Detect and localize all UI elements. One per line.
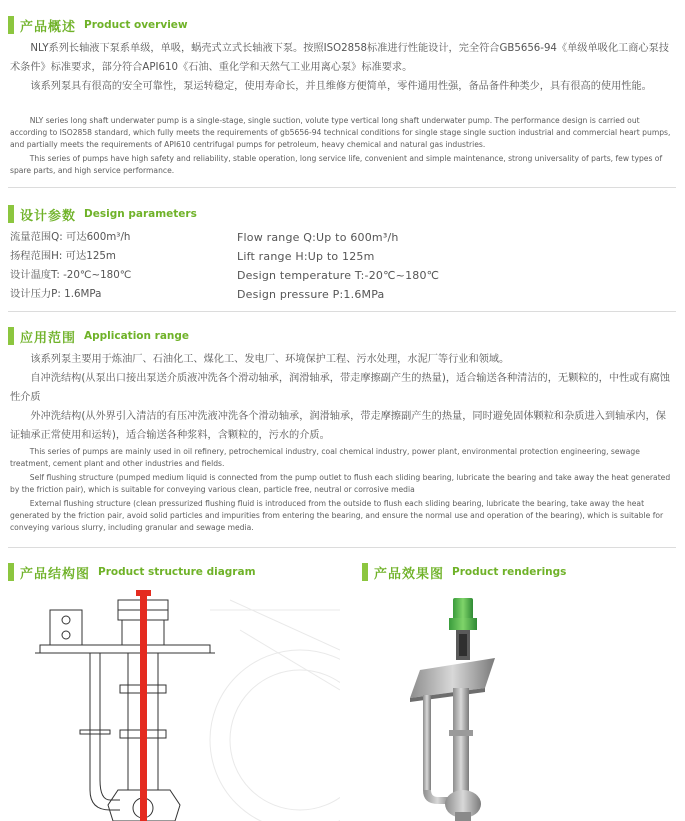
param-temperature-en: Design temperature T:-20℃~180℃: [237, 269, 440, 282]
overview-title-en: Product overview: [84, 19, 188, 31]
divider: [8, 187, 676, 188]
param-lift-en: Lift range H:Up to 125m: [237, 250, 375, 263]
param-flow-zh: 流量范围Q: 可达600m³/h: [10, 231, 131, 243]
divider: [8, 311, 676, 312]
shaft: [140, 590, 147, 821]
overview-paragraph-en-1: NLY series long shaft underwater pump is a single-stage, single suction, volute type vertical long shaft underwater pump. The performance design is carried out according to ISO2858 standard, which fully meets the requirements of gb5656-94 technical conditions for single stage single suction industrial and commercial heart pumps, and partially meets the requirements of API610 centrifugal pumps for petroleum, heavy chemical and natural gas industries.: [10, 116, 671, 150]
section-header-structure: [8, 563, 256, 581]
section-header-application: [8, 327, 189, 345]
section-marker: [8, 205, 14, 223]
design-params-en: [237, 228, 439, 304]
structure-diagram: [10, 590, 340, 821]
product-rendering: [360, 590, 680, 821]
section-marker: [362, 563, 368, 581]
application-paragraph-zh-1: 该系列泵主要用于炼油厂、石油化工、煤化工、发电厂、环境保护工程、污水处理，水泥厂等行业和领域。: [30, 354, 510, 365]
application-paragraph-en-2: Self flushing structure (pumped medium liquid is connected from the pump outlet to flush each sliding bearing, lubricate the bearing and take away the heat generated by the friction pair), which is suitable for conveying various clean, particle free, neutral or corrosive media: [10, 473, 671, 495]
overview-paragraph-en-2: This series of pumps have high safety and reliability, stable operation, long service life, convenient and simple maintenance, strong universality of parts, few types of spare parts, and high service performance.: [10, 154, 663, 176]
section-marker: [8, 16, 14, 34]
application-paragraph-zh-2: 自冲洗结构(从泵出口接出泵送介质液冲洗各个滑动轴承，润滑轴承，带走摩擦副产生的热量)，适合输送各种清洁的，无颗粒的，中性或有腐蚀性介质: [10, 373, 670, 403]
param-flow-en: Flow range Q:Up to 600m³/h: [237, 231, 399, 244]
application-title-zh: 应用范围: [20, 330, 77, 346]
application-paragraph-en-1: This series of pumps are mainly used in oil refinery, petrochemical industry, coal chemical industry, power plant, environmental protection engineering, sewage treatment, cement plant and other industries and fields.: [10, 447, 640, 469]
application-paragraph-en-3: External flushing structure (clean pressurized flushing fluid is introduced from the outside to flush each sliding bearing, lubricate the bearing, take away the heat generated by the friction pair, avoid solid particles and impurities from entering the bearing, and ensure the normal use and operation of the bearing), which is suitable for conveying various slurry, including granular and sewage media.: [10, 499, 664, 533]
structure-title-en: Product structure diagram: [98, 566, 256, 578]
overview-title-zh: 产品概述: [20, 19, 77, 35]
overview-paragraph-zh-1: NLY系列长轴液下泵系单级，单吸，蜗壳式立式长轴液下泵。按照ISO2858标准进行性能设计，完全符合GB5656-94《单级单吸化工商心泵技术条件》标准要求，部分符合API610《石油、重化学和天然气工业用离心泵》标准要求。: [10, 43, 669, 73]
application-paragraph-zh-3: 外冲洗结构(从外界引入清洁的有压冲洗液冲洗各个滑动轴承，润滑轴承，带走摩擦副产生的热量，同时避免固体颗粒和杂质进入到轴承内，保证轴承正常使用和运转)，适合输送各种浆料，含颗粒的，污水的介质。: [10, 411, 666, 441]
design-title-zh: 设计参数: [20, 208, 77, 224]
structure-diagram-drawing: [10, 590, 340, 821]
param-pressure-en: Design pressure P:1.6MPa: [237, 288, 385, 301]
section-header-design: [8, 205, 197, 223]
design-title-en: Design parameters: [84, 208, 197, 220]
param-lift-zh: 扬程范围H: 可达125m: [10, 250, 116, 262]
pump-rendering-image: [360, 590, 680, 821]
section-header-renderings: [362, 563, 566, 581]
section-marker: [8, 327, 14, 345]
design-params-zh: [10, 228, 131, 304]
section-header-overview: [8, 16, 188, 34]
section-marker: [8, 563, 14, 581]
structure-title-zh: 产品结构图: [20, 566, 91, 582]
overview-paragraph-zh-2: 该系列泵具有很高的安全可靠性，泵运转稳定，使用寿命长，并且维修方便简单，零件通用性强，备品备件种类少，具有很高的使用性能。: [30, 81, 652, 92]
application-title-en: Application range: [84, 330, 190, 342]
renderings-title-en: Product renderings: [452, 566, 567, 578]
param-pressure-zh: 设计压力P: 1.6MPa: [10, 288, 102, 300]
param-temperature-zh: 设计温度T: -20℃~180℃: [10, 269, 132, 281]
divider: [8, 547, 676, 548]
renderings-title-zh: 产品效果图: [374, 566, 445, 582]
